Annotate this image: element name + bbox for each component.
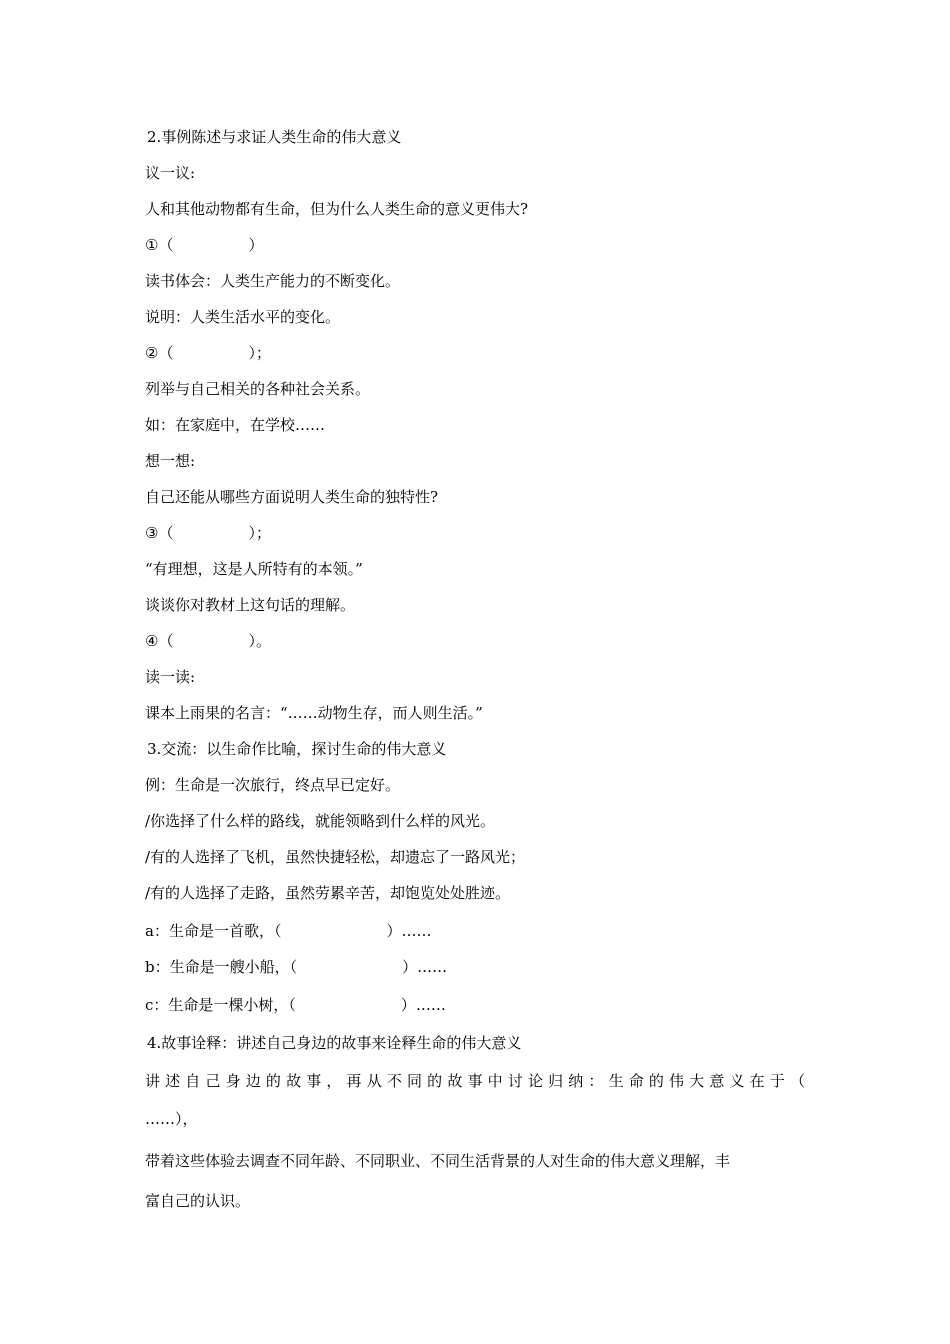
walk-line: /有的人选择了走路，虽然劳累辛苦，却饱览处处胜迹。 [145, 884, 511, 902]
plane-line: /有的人选择了飞机，虽然快捷轻松，却遗忘了一路风光； [145, 848, 526, 866]
section-4-heading: 4.故事诠释：讲述自己身边的故事来诠释生命的伟大意义 [147, 1034, 522, 1052]
route-line: /你选择了什么样的路线，就能领略到什么样的风光。 [145, 812, 496, 830]
story-text-2: ……）， [145, 1110, 198, 1128]
example-text: 如：在家庭中，在学校…… [145, 416, 326, 434]
hugo-quote: 课本上雨果的名言：“……动物生存，而人则生活。” [145, 704, 483, 722]
discuss-label: 议一议: [145, 164, 196, 182]
survey-text-1: 带着这些体验去调查不同年龄、不同职业、不同生活背景的人对生命的伟大意义理解，丰 [145, 1152, 731, 1170]
section-2-heading: 2.事例陈述与求证人类生命的伟大意义 [147, 128, 402, 146]
story-text-1: 讲述自己身边的故事，再从不同的故事中讨论归纳：生命的伟大意义在于（ [145, 1072, 805, 1090]
section-3-heading: 3.交流：以生命作比喻，探讨生命的伟大意义 [147, 740, 447, 758]
survey-text-2: 富自己的认识。 [145, 1192, 251, 1210]
blank-2: ②（ ）； [145, 344, 271, 362]
metaphor-b: b：生命是一艘小船，（ ）…… [145, 958, 448, 976]
blank-3: ③（ ）； [145, 524, 271, 542]
understanding-text: 谈谈你对教材上这句话的理解。 [145, 596, 356, 614]
uniqueness-question: 自己还能从哪些方面说明人类生命的独特性? [145, 488, 439, 506]
read-label: 读一读: [145, 668, 196, 686]
metaphor-a: a：生命是一首歌，（ ）…… [145, 922, 432, 940]
question-text: 人和其他动物都有生命，但为什么人类生命的意义更伟大? [145, 200, 529, 218]
metaphor-c: c：生命是一棵小树，（ ）…… [145, 996, 446, 1014]
explanation-text: 说明：人类生活水平的变化。 [145, 308, 341, 326]
reading-note: 读书体会：人类生产能力的不断变化。 [145, 272, 401, 290]
blank-4: ④（ ）。 [145, 632, 271, 650]
think-label: 想一想: [145, 452, 196, 470]
ideal-quote: “有理想，这是人所特有的本领。” [145, 560, 363, 578]
relations-text: 列举与自己相关的各种社会关系。 [145, 380, 371, 398]
blank-1: ①（ ） [145, 236, 264, 254]
travel-example: 例：生命是一次旅行，终点早已定好。 [145, 776, 401, 794]
